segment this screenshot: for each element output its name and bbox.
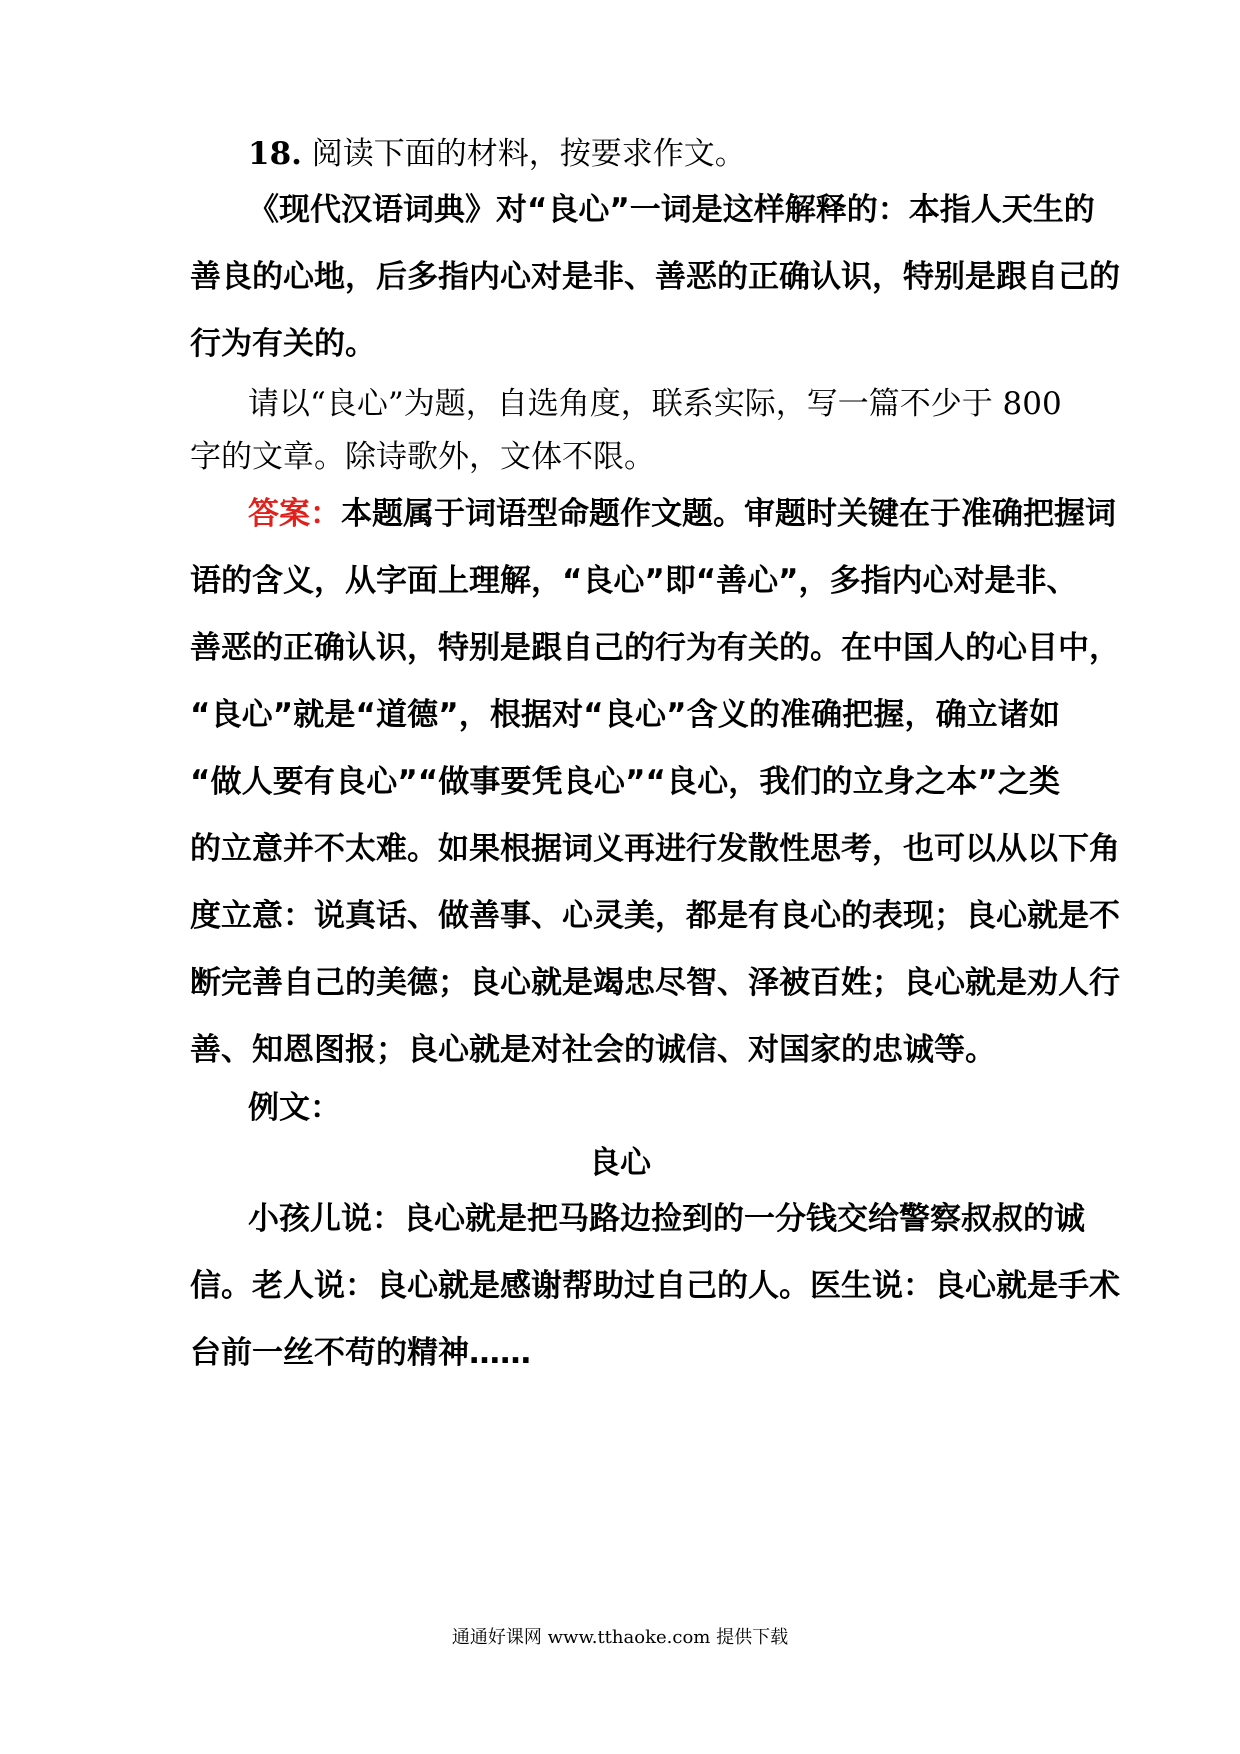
answer-first-line bbox=[248, 494, 1116, 534]
answer-label: 答案： bbox=[248, 496, 341, 532]
page-footer: 通通好课网 www.tthaoke.com 提供下载 bbox=[451, 1627, 789, 1648]
answer-line: 善、知恩图报；良心就是对社会的诚信、对国家的忠诚等。 bbox=[190, 1032, 996, 1068]
answer-line: 的立意并不太难。如果根据词义再进行发散性思考，也可以从以下角 bbox=[190, 831, 1120, 867]
answer-text: 本题属于词语型命题作文题。审题时关键在于准确把握词 bbox=[341, 496, 1116, 532]
example-label: 例文： bbox=[248, 1090, 341, 1126]
question-number: 18. bbox=[248, 136, 302, 172]
answer-line: “良心”就是“道德”，根据对“良心”含义的准确把握，确立诸如 bbox=[190, 697, 1060, 733]
requirement-line: 字的文章。除诗歌外，文体不限。 bbox=[190, 439, 655, 475]
question-heading bbox=[248, 134, 1060, 174]
example-line: 台前一丝不苟的精神…… bbox=[190, 1335, 531, 1371]
example-line: 信。老人说：良心就是感谢帮助过自己的人。医生说：良心就是手术 bbox=[190, 1268, 1120, 1304]
example-line: 小孩儿说：良心就是把马路边捡到的一分钱交给警察叔叔的诚 bbox=[248, 1201, 1085, 1237]
answer-line: 善恶的正确认识，特别是跟自己的行为有关的。在中国人的心目中， bbox=[190, 630, 1120, 666]
material-line: 《现代汉语词典》对“良心”一词是这样解释的：本指人天生的 bbox=[248, 192, 1095, 228]
question-prompt: 阅读下面的材料，按要求作文。 bbox=[311, 136, 746, 172]
example-title: 良心 bbox=[589, 1145, 651, 1181]
material-line: 行为有关的。 bbox=[190, 326, 376, 362]
answer-line: 语的含义，从字面上理解，“良心”即“善心”，多指内心对是非、 bbox=[190, 563, 1078, 599]
material-line: 善良的心地，后多指内心对是非、善恶的正确认识，特别是跟自己的 bbox=[190, 259, 1120, 295]
answer-line: “做人要有良心”“做事要凭良心”“良心，我们的立身之本”之类 bbox=[190, 764, 1060, 800]
answer-line: 度立意：说真话、做善事、心灵美，都是有良心的表现；良心就是不 bbox=[190, 898, 1120, 934]
answer-line: 断完善自己的美德；良心就是竭忠尽智、泽被百姓；良心就是劝人行 bbox=[190, 965, 1120, 1001]
requirement-line: 请以“良心”为题，自选角度，联系实际，写一篇不少于 800 bbox=[248, 386, 1062, 422]
